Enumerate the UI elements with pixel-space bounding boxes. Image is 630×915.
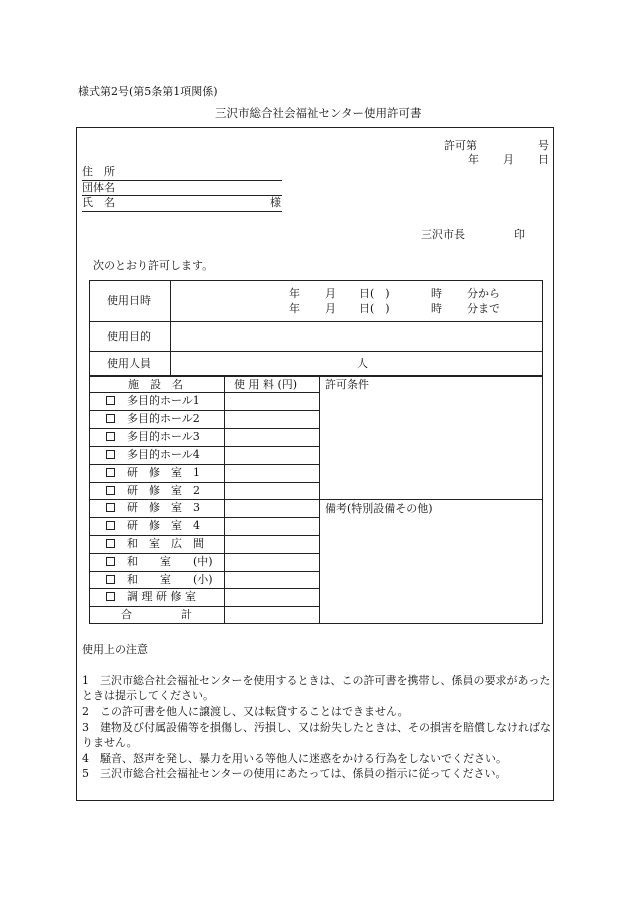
to-hour: 時 xyxy=(431,302,442,315)
from-month: 月 xyxy=(325,287,336,300)
facility-checkbox[interactable] xyxy=(106,521,115,530)
facility-checkbox[interactable] xyxy=(106,557,115,566)
col-conditions-header: 許可条件 xyxy=(325,378,369,391)
facility-name: 和 室 広 間 xyxy=(127,537,204,550)
col-facility-header: 施 設 名 xyxy=(128,378,183,391)
facility-row-line xyxy=(89,588,319,589)
facility-name: 多目的ホール1 xyxy=(127,394,200,407)
facility-row-line xyxy=(89,535,319,536)
facility-row-line xyxy=(89,499,319,500)
group-label: 団体名 xyxy=(82,181,115,194)
facility-row-line xyxy=(89,517,319,518)
facility-checkbox[interactable] xyxy=(106,468,115,477)
facility-row xyxy=(106,590,196,604)
facility-row xyxy=(106,484,200,498)
usage-persons-unit: 人 xyxy=(357,357,368,370)
note-item: 3 建物及び付属設備等を損傷し、汚損し、又は紛失したときは、その損害を賠償しなければなりません。 xyxy=(82,721,551,749)
facility-checkbox[interactable] xyxy=(106,592,115,601)
facility-row xyxy=(106,573,213,587)
honorific: 様 xyxy=(270,196,281,209)
facility-row-line xyxy=(89,553,319,554)
col-remarks-header: 備考(特別設備その他) xyxy=(325,502,433,515)
facility-name: 研 修 室 4 xyxy=(127,519,200,532)
facility-row-line xyxy=(89,606,319,607)
name-underline xyxy=(82,211,282,212)
facility-row xyxy=(106,537,204,551)
facility-row-line xyxy=(89,482,319,483)
facility-row xyxy=(106,448,200,462)
note-item: 1 三沢市総合社会福祉センターを使用するときは、この許可書を携帯し、係員の要求があったときは提示してください。 xyxy=(82,674,551,702)
facility-row-line xyxy=(89,464,319,465)
to-day: 日( ) xyxy=(359,302,390,315)
mayor-label: 三沢市長 xyxy=(421,228,465,241)
facility-name: 多目的ホール3 xyxy=(127,430,200,443)
facility-row-line xyxy=(89,392,319,393)
facility-row xyxy=(106,519,200,533)
to-minute: 分まで xyxy=(467,302,500,315)
usage-purpose-label: 使用目的 xyxy=(107,330,151,343)
total-label-b: 計 xyxy=(181,608,192,621)
facility-col-line-1 xyxy=(224,376,225,624)
permit-date-year: 年 xyxy=(468,153,479,166)
facility-name: 研 修 室 1 xyxy=(127,466,200,479)
facility-col-line-2 xyxy=(319,376,320,624)
facility-checkbox[interactable] xyxy=(106,575,115,584)
facility-row-line xyxy=(89,446,319,447)
permit-number-label: 許可第 xyxy=(444,139,477,152)
usage-row-line-2 xyxy=(89,351,543,352)
facility-row xyxy=(106,394,200,408)
from-minute: 分から xyxy=(467,287,500,300)
name-label: 氏 名 xyxy=(82,196,115,209)
facility-row xyxy=(106,412,200,426)
usage-row-line-1 xyxy=(89,321,543,322)
remarks-divider xyxy=(319,499,543,500)
to-year: 年 xyxy=(289,302,300,315)
facility-name: 研 修 室 2 xyxy=(127,484,200,497)
facility-name: 多目的ホール2 xyxy=(127,412,200,425)
facility-row xyxy=(106,466,200,480)
permit-date-month: 月 xyxy=(503,153,514,166)
document-title: 三沢市総合社会福祉センター使用許可書 xyxy=(215,106,422,120)
facility-row-line xyxy=(89,410,319,411)
facility-row xyxy=(106,430,200,444)
facility-name: 研 修 室 3 xyxy=(127,501,200,514)
facility-name: 和 室 (小) xyxy=(127,573,213,586)
from-hour: 時 xyxy=(431,287,442,300)
facility-checkbox[interactable] xyxy=(106,432,115,441)
usage-datetime-label: 使用日時 xyxy=(107,294,151,307)
notes-heading: 使用上の注意 xyxy=(82,643,148,656)
facility-row xyxy=(106,555,213,569)
facility-row xyxy=(106,501,200,515)
facility-checkbox[interactable] xyxy=(106,486,115,495)
usage-table-divider xyxy=(170,280,171,376)
facility-name: 多目的ホール4 xyxy=(127,448,200,461)
form-number: 様式第2号(第5条第1項関係) xyxy=(78,85,218,98)
address-label: 住 所 xyxy=(82,165,115,178)
from-day: 日( ) xyxy=(359,287,390,300)
facility-checkbox[interactable] xyxy=(106,503,115,512)
facility-name: 調 理 研 修 室 xyxy=(127,590,196,603)
facility-checkbox[interactable] xyxy=(106,539,115,548)
facility-row-line xyxy=(89,428,319,429)
permission-statement: 次のとおり許可します。 xyxy=(93,259,214,272)
note-item: 4 騒音、怒声を発し、暴力を用いる等他人に迷惑をかける行為をしないでください。 xyxy=(82,752,507,765)
total-label-a: 合 xyxy=(121,608,132,621)
from-year: 年 xyxy=(289,287,300,300)
permit-date-day: 日 xyxy=(538,153,549,166)
facility-name: 和 室 (中) xyxy=(127,555,213,568)
note-item: 5 三沢市総合社会福祉センターの使用にあたっては、係員の指示に従ってください。 xyxy=(82,767,507,780)
to-month: 月 xyxy=(325,302,336,315)
note-item: 2 この許可書を他人に譲渡し、又は転貸することはできません。 xyxy=(82,705,409,718)
permit-number-suffix: 号 xyxy=(538,139,549,152)
facility-checkbox[interactable] xyxy=(106,450,115,459)
col-fee-header: 使 用 料 (円) xyxy=(234,378,298,391)
facility-checkbox[interactable] xyxy=(106,414,115,423)
facility-row-line xyxy=(89,571,319,572)
facility-checkbox[interactable] xyxy=(106,396,115,405)
usage-persons-label: 使用人員 xyxy=(107,357,151,370)
seal-mark: 印 xyxy=(514,228,525,241)
